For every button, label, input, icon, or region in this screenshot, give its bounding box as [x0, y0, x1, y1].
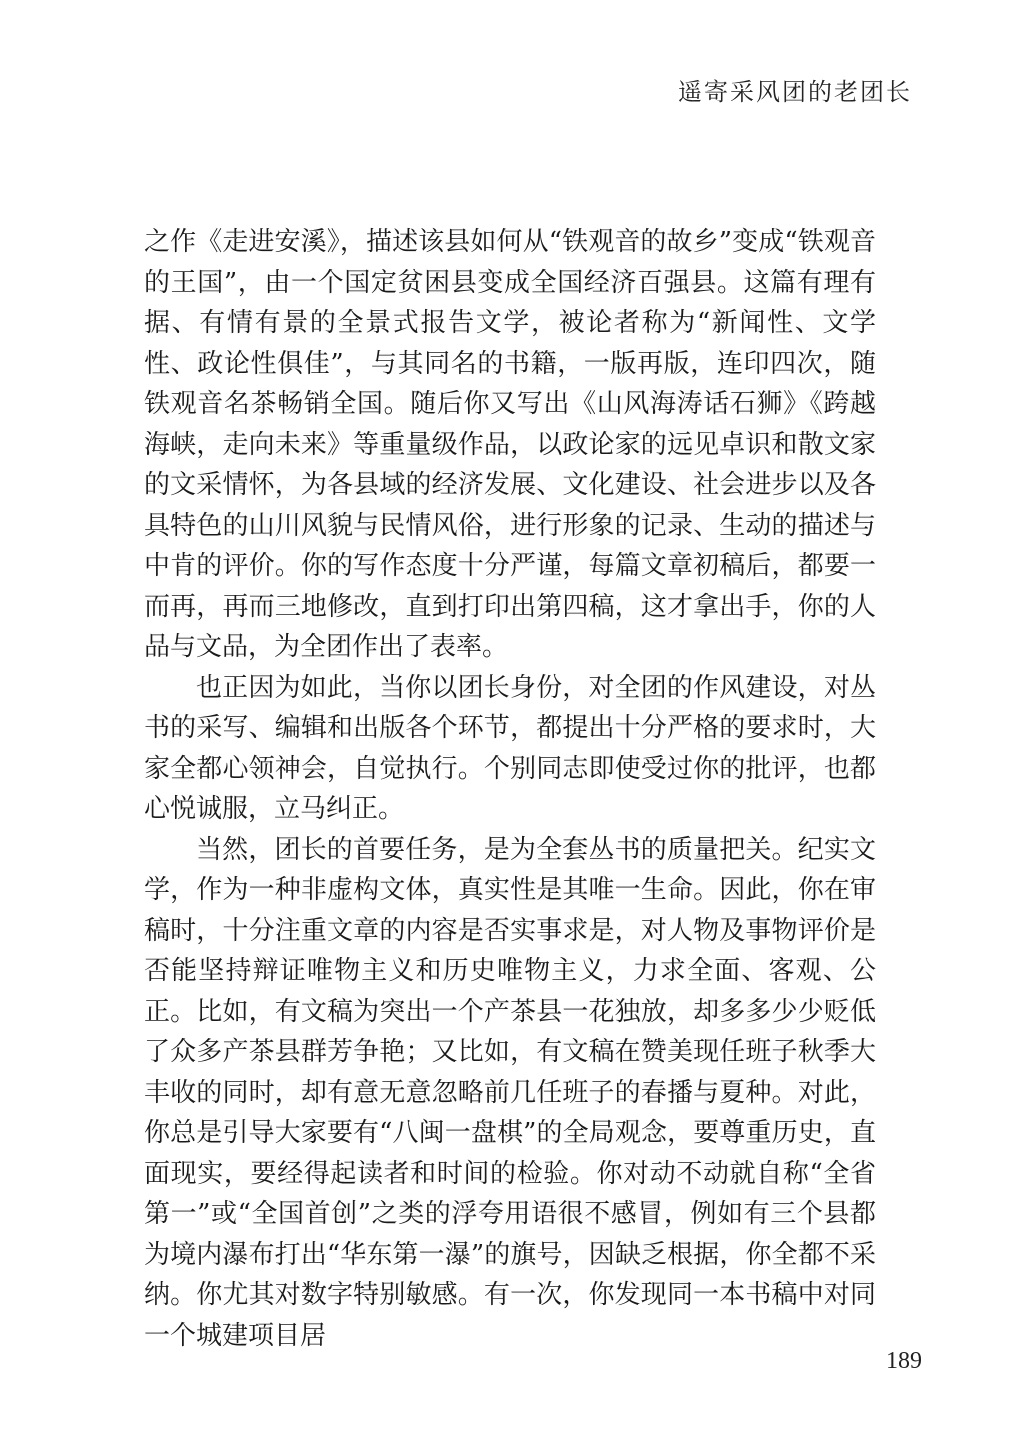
paragraph-continued: 之作《走进安溪》，描述该县如何从“铁观音的故乡”变成“铁观音的王国”，由一个国定贫困县变成全国经济百强县。这篇有理有据、有情有景的全景式报告文学，被论者称为“新闻性、文学性、政论性俱佳”，与其同名的书籍，一版再版，连印四次，随铁观音名茶畅销全国。随后你又写出《山风海涛话石狮》《跨越海峡，走向未来》等重量级作品，以政论家的远见卓识和散文家的文采情怀，为各县域的经济发展、文化建设、社会进步以及各具特色的山川风貌与民情风俗，进行形象的记录、生动的描述与中肯的评价。你的写作态度十分严谨，每篇文章初稿后，都要一而再，再而三地修改，直到打印出第四稿，这才拿出手，你的人品与文品，为全团作出了表率。 [144, 227, 876, 662]
body-text [144, 222, 876, 1356]
header-rule [110, 118, 912, 119]
paragraph: 也正因为如此，当你以团长身份，对全团的作风建设，对丛书的采写、编辑和出版各个环节，都提出十分严格的要求时，大家全都心领神会，自觉执行。个别同志即使受过你的批评，也都心悦诚服，立马纠正。 [144, 672, 876, 824]
running-header: 遥寄采风团的老团长 [678, 78, 912, 106]
page-number: 189 [886, 1348, 922, 1374]
paragraph: 当然，团长的首要任务，是为全套丛书的质量把关。纪实文学，作为一种非虚构文体，真实性是其唯一生命。因此，你在审稿时，十分注重文章的内容是否实事求是，对人物及事物评价是否能坚持辩证唯物主义和历史唯物主义，力求全面、客观、公正。比如，有文稿为突出一个产茶县一花独放，却多多少少贬低了众多产茶县群芳争艳；又比如，有文稿在赞美现任班子秋季大丰收的同时，却有意无意忽略前几任班子的春播与夏种。对此，你总是引导大家要有“八闽一盘棋”的全局观念，要尊重历史，直面现实，要经得起读者和时间的检验。你对动不动就自称“全省第一”或“全国首创”之类的浮夸用语很不感冒，例如有三个县都为境内瀑布打出“华东第一瀑”的旗号，因缺乏根据，你全都不采纳。你尤其对数字特别敏感。有一次，你发现同一本书稿中对同一个城建项目居 [144, 834, 876, 1351]
